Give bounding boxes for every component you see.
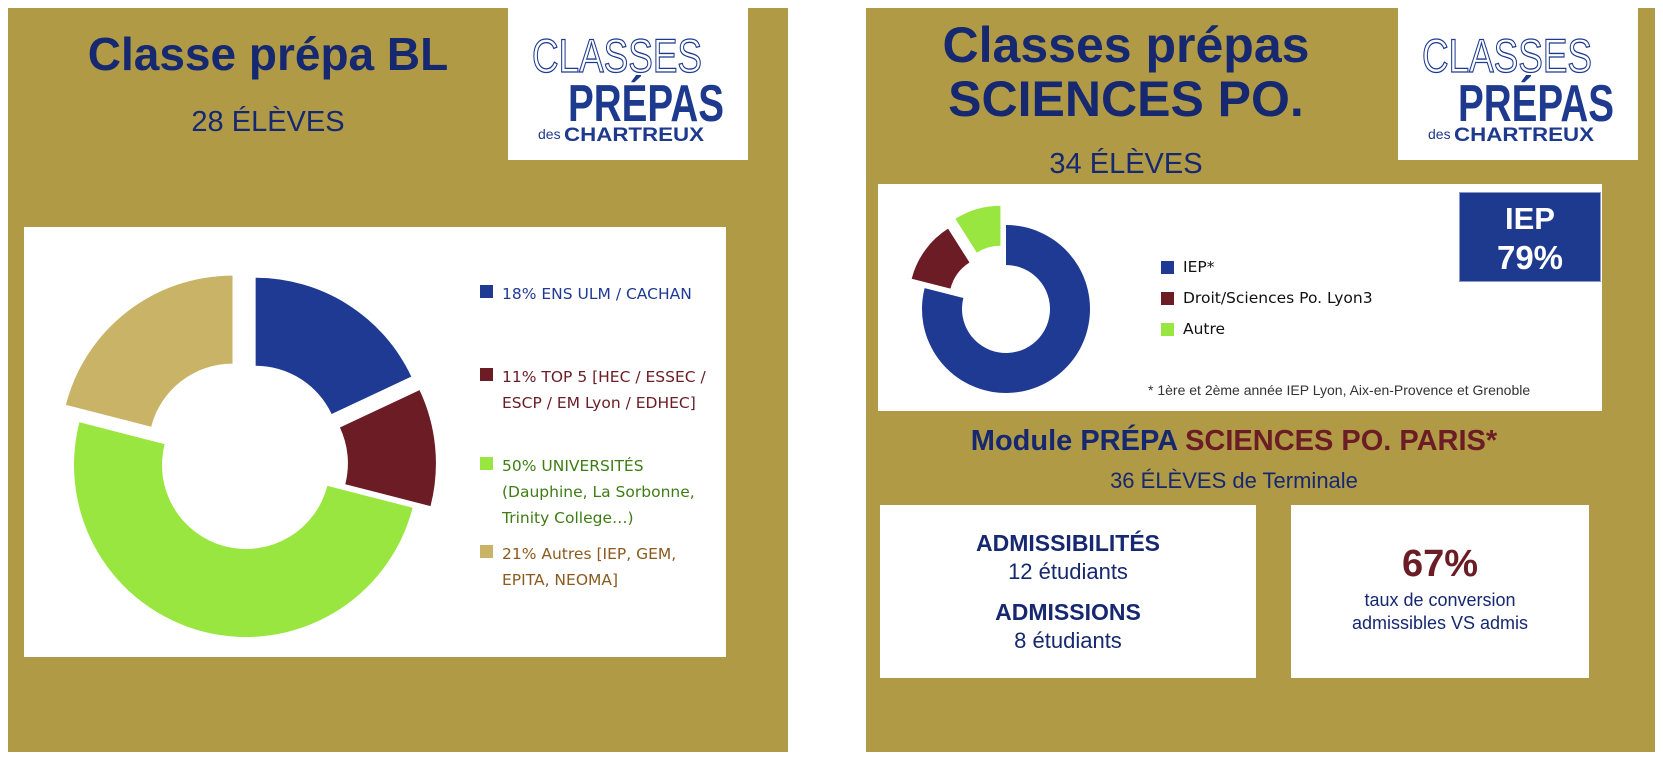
legend-swatch [1161, 292, 1174, 305]
logo-line3: CHARTREUX [564, 125, 705, 146]
conversion-line1: taux de conversion [1364, 590, 1516, 610]
legend-swatch [1161, 261, 1174, 274]
admissions-value: 8 étudiants [1014, 628, 1122, 653]
logo-right [1398, 8, 1638, 160]
donut-slice-2 [955, 206, 1000, 253]
logo-graphic [1398, 8, 1638, 160]
module-title-prefix: Module PRÉPA [970, 425, 1186, 457]
iep-legend-item [1161, 288, 1373, 308]
logo-des: des [538, 126, 561, 142]
conversion-value: 67% [1401, 543, 1479, 585]
conversion-line2: admissibles VS admis [1351, 613, 1529, 633]
iep-badge-label: IEP [1505, 201, 1555, 236]
module-title-highlight: SCIENCES PO. PARIS* [1185, 425, 1498, 457]
legend-label: 50% UNIVERSITÉS (Dauphine, La Sorbonne, Trinity College…) [502, 457, 695, 527]
logo-des: des [1428, 126, 1451, 142]
logo-graphic [508, 8, 748, 160]
left-title: Classe prépa BL [87, 28, 449, 80]
right-panel [866, 8, 1655, 752]
iep-chart-box [878, 184, 1602, 411]
logo-line3: CHARTREUX [1454, 125, 1595, 146]
bl-legend-item [480, 364, 706, 416]
module-title [866, 425, 1602, 458]
iep-badge-value: 79% [1496, 239, 1564, 276]
module-subtitle: 36 ÉLÈVES de Terminale [1110, 468, 1358, 493]
right-title [886, 18, 1366, 126]
right-title-line2: SCIENCES PO. [948, 71, 1304, 127]
bl-chart-box [24, 227, 726, 657]
legend-label: 21% Autres [IEP, GEM, EPITA, NEOMA] [502, 545, 677, 589]
legend-label: Droit/Sciences Po. Lyon3 [1183, 289, 1373, 307]
conversion-box [1291, 505, 1589, 678]
legend-label: Autre [1183, 320, 1226, 338]
left-panel [8, 8, 788, 752]
logo-left [508, 8, 748, 160]
donut-slice-0 [256, 278, 412, 414]
donut-slice-1 [912, 229, 970, 289]
logo-line2: PRÉPAS [568, 75, 724, 133]
admissibilites-label: ADMISSIBILITÉS [975, 530, 1160, 556]
legend-label: IEP* [1183, 258, 1215, 276]
legend-swatch [480, 368, 493, 381]
right-title-line1: Classes prépas [942, 17, 1310, 73]
right-subtitle: 34 ÉLÈVES [1049, 148, 1203, 180]
iep-legend-item [1161, 319, 1225, 339]
logo-line1: CLASSES [532, 29, 702, 82]
iep-badge [1459, 192, 1601, 282]
bl-legend-item [480, 453, 695, 531]
legend-label: 18% ENS ULM / CACHAN [502, 285, 692, 303]
admissions-label: ADMISSIONS [995, 599, 1141, 625]
legend-swatch [1161, 323, 1174, 336]
iep-footnote: * 1ère et 2ème année IEP Lyon, Aix-en-Provence et Grenoble [1148, 382, 1531, 398]
legend-swatch [480, 545, 493, 558]
bl-legend-item [480, 281, 692, 307]
legend-swatch [480, 285, 493, 298]
logo-line2: PRÉPAS [1458, 75, 1614, 133]
iep-legend-item [1161, 257, 1214, 277]
admissibilites-value: 12 étudiants [1008, 559, 1128, 584]
donut-slice-3 [66, 276, 233, 427]
legend-swatch [480, 457, 493, 470]
left-subtitle: 28 ÉLÈVES [191, 106, 345, 138]
logo-line1: CLASSES [1422, 29, 1592, 82]
admissions-box [880, 505, 1256, 678]
donut-slice-1 [340, 390, 436, 506]
bl-legend-item [480, 541, 676, 593]
legend-label: 11% TOP 5 [HEC / ESSEC / ESCP / EM Lyon / EDHEC] [502, 368, 706, 412]
